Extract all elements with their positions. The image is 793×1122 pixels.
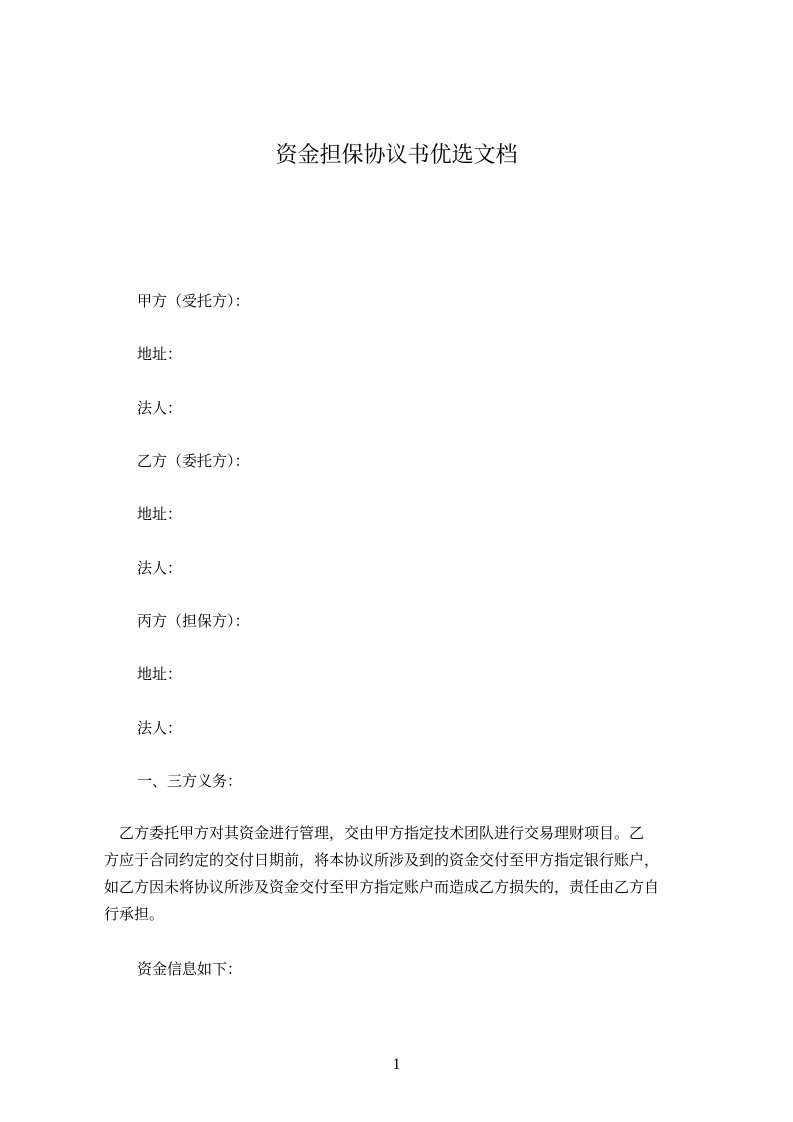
party-c-address-label: 地址： bbox=[137, 665, 183, 683]
party-a-label: 甲方（受托方）： bbox=[137, 292, 250, 310]
paragraph-line: 行承担。 bbox=[104, 905, 165, 923]
party-b-label: 乙方（委托方）： bbox=[137, 452, 250, 470]
paragraph-line: 乙方委托甲方对其资金进行管理，交由甲方指定技术团队进行交易理财项目。乙 bbox=[104, 824, 645, 842]
paragraph-line: 如乙方因未将协议所涉及资金交付至甲方指定账户而造成乙方损失的，责任由乙方自 bbox=[104, 878, 660, 896]
paragraph-line: 方应于合同约定的交付日期前，将本协议所涉及到的资金交付至甲方指定银行账户， bbox=[104, 851, 660, 869]
party-a-legal-rep-label: 法人： bbox=[137, 399, 183, 417]
party-b-address-label: 地址： bbox=[137, 505, 183, 523]
party-c-legal-rep-label: 法人： bbox=[137, 719, 183, 737]
funds-info-label: 资金信息如下： bbox=[137, 960, 243, 978]
page-number: 1 bbox=[392, 1056, 401, 1073]
party-b-legal-rep-label: 法人： bbox=[137, 559, 183, 577]
section-heading-obligations: 一、三方义务： bbox=[137, 772, 243, 790]
document-title: 资金担保协议书优选文档 bbox=[275, 143, 518, 168]
party-a-address-label: 地址： bbox=[137, 345, 183, 363]
obligations-paragraph bbox=[104, 820, 704, 928]
party-c-label: 丙方（担保方）： bbox=[137, 612, 250, 630]
